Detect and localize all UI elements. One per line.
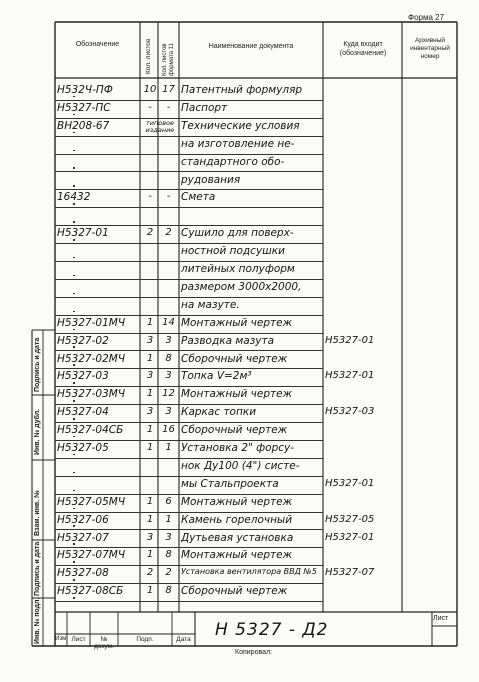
- row-dot: [73, 329, 75, 331]
- row-name: Монтажный чертеж: [181, 495, 293, 508]
- row-sheets: 1: [146, 549, 154, 561]
- row-where: Н5327-01: [325, 477, 375, 489]
- row-name: Монтажный чертеж: [181, 549, 293, 562]
- table-row: [55, 120, 457, 138]
- table-row: [55, 442, 457, 460]
- row-underline: [55, 583, 323, 584]
- row-dot: [73, 364, 75, 366]
- row-dot: [73, 203, 75, 205]
- stamp-list: Лист: [71, 636, 86, 643]
- row-sheets: 3: [146, 531, 154, 543]
- row-sheets: 3: [146, 334, 154, 346]
- header-sheets-format-text: Кол. листов формата 11: [162, 43, 175, 76]
- row-underline: [55, 529, 323, 530]
- row-sheets: -: [148, 101, 152, 113]
- row-dot: [73, 454, 75, 456]
- row-designation: Н5327-03: [57, 370, 109, 383]
- header-archive: Архивный инвентарный номер: [410, 37, 450, 60]
- row-format: 14: [162, 316, 175, 328]
- row-name: Сборочный чертеж: [181, 585, 288, 598]
- table-row: [55, 388, 457, 406]
- row-where: Н5327-05: [325, 513, 375, 525]
- row-name: Монтажный чертеж: [181, 388, 293, 401]
- table-row: [55, 174, 457, 192]
- row-sheets: 2: [146, 567, 154, 579]
- row-underline: [55, 207, 323, 208]
- table-row: [55, 335, 457, 353]
- row-name: стандартного обо-: [181, 155, 285, 168]
- row-format: 8: [165, 352, 172, 364]
- row-underline: [55, 386, 323, 387]
- row-format: 1: [165, 442, 172, 453]
- row-underline: [55, 601, 323, 602]
- side-label-sign-date-top: Подпись и дата: [34, 337, 41, 392]
- row-dot: [73, 490, 75, 492]
- footer-copied: Копировал:: [235, 649, 273, 656]
- table-row: [55, 353, 457, 371]
- header-sheets-format: [158, 22, 179, 78]
- row-dot: [73, 418, 75, 420]
- row-dot: [73, 275, 75, 277]
- table-row: [55, 406, 457, 424]
- row-name: на мазуте.: [181, 298, 240, 311]
- header-sheets-count: [140, 22, 158, 78]
- row-designation: Н532Ч-ПФ: [57, 84, 113, 96]
- row-designation: Н5327-07: [57, 531, 109, 544]
- row-format: 3: [165, 334, 172, 346]
- row-format: 17: [162, 84, 175, 95]
- row-where: Н5327-03: [325, 406, 375, 418]
- row-underline: [55, 279, 323, 280]
- row-name: Паспорт: [181, 101, 228, 114]
- table-row: [55, 370, 457, 388]
- row-where: Н5327-01: [325, 334, 375, 346]
- row-name: Патентный формуляр: [181, 84, 303, 96]
- row-dot: [73, 346, 75, 348]
- table-row: [55, 567, 457, 585]
- table-row: [55, 102, 457, 120]
- row-format: 8: [165, 585, 172, 597]
- row-underline: [55, 261, 323, 262]
- table-row: [55, 209, 457, 227]
- row-dot: [73, 150, 75, 152]
- row-name: нок Ду100 (4") систе-: [181, 459, 300, 472]
- row-dot: [73, 114, 75, 116]
- header-doc-name: Наименование документа: [208, 43, 294, 50]
- stamp-izm: Изм.: [55, 636, 68, 642]
- table-row: [55, 191, 457, 209]
- row-sheets: 10: [143, 84, 157, 95]
- row-format: -: [166, 101, 171, 113]
- table-row: [55, 317, 457, 335]
- row-designation: Н5327-01: [57, 227, 109, 240]
- row-dot: [73, 239, 75, 241]
- row-format: 3: [165, 370, 172, 382]
- row-underline: [55, 422, 323, 423]
- row-underline: [55, 547, 323, 548]
- row-name: Дутьевая установка: [181, 531, 294, 544]
- row-sheets: 2: [146, 227, 154, 239]
- row-underline: [55, 565, 323, 566]
- row-name: Каркас топки: [181, 406, 257, 419]
- row-format: 1: [165, 513, 172, 525]
- row-underline: [55, 136, 323, 137]
- row-underline: [55, 404, 323, 405]
- row-underline: [55, 243, 323, 244]
- row-dot: [73, 96, 75, 98]
- row-sheets: 1: [146, 513, 154, 525]
- row-designation: Н5327-08СБ: [57, 585, 124, 598]
- row-designation: ВН208-67: [57, 119, 110, 132]
- row-underline: [55, 100, 323, 101]
- row-name: литейных полуформ: [181, 263, 295, 275]
- row-dot: [73, 579, 75, 581]
- header-designation: Обозначение: [75, 41, 120, 48]
- row-name: Смета: [181, 191, 216, 204]
- row-format: -: [166, 191, 171, 203]
- row-underline: [55, 494, 323, 495]
- row-format: 3: [165, 531, 172, 543]
- row-sheets: 1: [146, 388, 154, 400]
- row-dot: [73, 167, 75, 169]
- row-underline: [55, 333, 323, 334]
- row-designation: Н5327-05: [57, 442, 109, 454]
- table-row: [55, 84, 457, 102]
- table-row: [55, 460, 457, 478]
- row-dot: [73, 597, 75, 599]
- table-row: [55, 478, 457, 496]
- row-dot: [73, 400, 75, 402]
- row-sheets: 1: [146, 316, 154, 328]
- row-where: Н5327-01: [325, 370, 375, 382]
- side-label-sign-date: Подпись и дата: [34, 541, 41, 596]
- row-underline: [55, 458, 323, 459]
- table-row: [55, 532, 457, 550]
- stamp-data: Дата: [176, 636, 191, 643]
- row-underline: [55, 118, 323, 119]
- row-name: Сборочный чертеж: [181, 352, 288, 365]
- row-designation: Н5327-01МЧ: [57, 316, 126, 329]
- row-dot: [73, 543, 75, 545]
- row-name: рудования: [181, 173, 241, 186]
- row-format: 8: [165, 549, 172, 561]
- stamp-sheet-label: Лист: [433, 615, 449, 622]
- row-sheets: 1: [146, 424, 154, 436]
- table-row: [55, 138, 457, 156]
- row-sheets: 1: [146, 495, 154, 507]
- row-underline: [55, 189, 323, 190]
- form-label: Форма 27: [408, 13, 445, 22]
- row-sheets: 3: [146, 370, 154, 382]
- table-row: [55, 156, 457, 174]
- row-dot: [73, 525, 75, 527]
- row-name: ностной подсушки: [181, 245, 285, 258]
- table-row: [55, 227, 457, 245]
- row-dot: [73, 185, 75, 187]
- row-dot: [73, 561, 75, 563]
- row-sheets: -: [148, 191, 152, 203]
- table-row: [55, 281, 457, 299]
- table-row: [55, 245, 457, 263]
- row-dot: [73, 436, 75, 438]
- row-where: Н5327-07: [325, 567, 375, 579]
- row-designation: Н5327-02: [57, 334, 109, 347]
- row-sheets: типовое издание: [145, 119, 175, 134]
- row-sheets: 1: [146, 442, 154, 453]
- row-name: Монтажный чертеж: [181, 316, 293, 329]
- row-name: Установка вентилятора ВВД №5: [181, 567, 317, 577]
- row-underline: [55, 225, 323, 226]
- row-dot: [73, 293, 75, 295]
- row-name: Установка 2" форсу-: [181, 442, 295, 454]
- row-underline: [55, 297, 323, 298]
- row-designation: Н5327-03МЧ: [57, 388, 126, 401]
- stamp-designation: Н 5327 - Д2: [215, 620, 329, 640]
- table-row: [55, 299, 457, 317]
- row-dot: [73, 257, 75, 259]
- row-underline: [55, 368, 323, 369]
- row-designation: Н5327-ПС: [57, 101, 111, 114]
- row-dot: [73, 472, 75, 474]
- row-dot: [73, 132, 75, 134]
- header-where-included: Куда входит (обозначение): [339, 41, 387, 57]
- side-label-inv-dubl: Инв. № дубл.: [34, 408, 41, 455]
- row-designation: Н5327-05МЧ: [57, 495, 126, 508]
- row-underline: [55, 315, 323, 316]
- row-designation: Н5327-02МЧ: [57, 352, 126, 365]
- stamp-doc-no: № докум.: [94, 636, 114, 650]
- row-designation: Н5327-04СБ: [57, 424, 124, 437]
- row-designation: Н5327-08: [57, 567, 109, 580]
- row-underline: [55, 350, 323, 351]
- table-row: [55, 424, 457, 442]
- side-label-vzam-inv: Взам. инв. №: [34, 490, 41, 536]
- row-where: Н5327-01: [325, 531, 375, 543]
- row-name: Сборочный чертеж: [181, 424, 288, 437]
- row-name: Разводка мазута: [181, 334, 275, 347]
- row-underline: [55, 476, 323, 477]
- row-name: Технические условия: [181, 119, 300, 132]
- row-dot: [73, 221, 75, 223]
- table-row: [55, 549, 457, 567]
- row-underline: [55, 154, 323, 155]
- row-name: Сушило для поверх-: [181, 227, 294, 240]
- row-name: на изготовление не-: [181, 137, 295, 150]
- row-format: 6: [165, 495, 172, 507]
- row-format: 2: [165, 567, 172, 579]
- row-name: Камень горелочный: [181, 513, 293, 526]
- row-sheets: 3: [146, 406, 154, 418]
- table-row: [55, 263, 457, 281]
- row-name: размером 3000х2000,: [181, 280, 302, 293]
- row-underline: [55, 440, 323, 441]
- side-label-inv-podl: Инв. № подл.: [34, 597, 41, 644]
- row-format: 3: [165, 406, 172, 418]
- table-row: [55, 496, 457, 514]
- row-format: 2: [165, 227, 172, 239]
- table-row: [55, 514, 457, 532]
- row-dot: [73, 311, 75, 313]
- row-underline: [55, 171, 323, 172]
- row-format: 16: [162, 424, 175, 436]
- row-designation: Н5327-07МЧ: [57, 549, 126, 562]
- row-designation: Н5327-04: [57, 406, 109, 419]
- row-underline: [55, 512, 323, 513]
- row-sheets: 1: [146, 585, 154, 597]
- row-dot: [73, 382, 75, 384]
- row-format: 12: [162, 388, 175, 400]
- row-designation: Н5327-06: [57, 513, 109, 526]
- header-sheets-count-text: Кол. листов: [145, 38, 152, 74]
- stamp-podp: Подп.: [136, 636, 154, 643]
- row-name: мы Стальпроекта: [181, 477, 279, 490]
- row-sheets: 1: [146, 352, 154, 364]
- table-row: [55, 585, 457, 603]
- row-name: Топка V=2м³: [181, 370, 252, 383]
- row-designation: 16432: [57, 191, 91, 204]
- row-dot: [73, 508, 75, 510]
